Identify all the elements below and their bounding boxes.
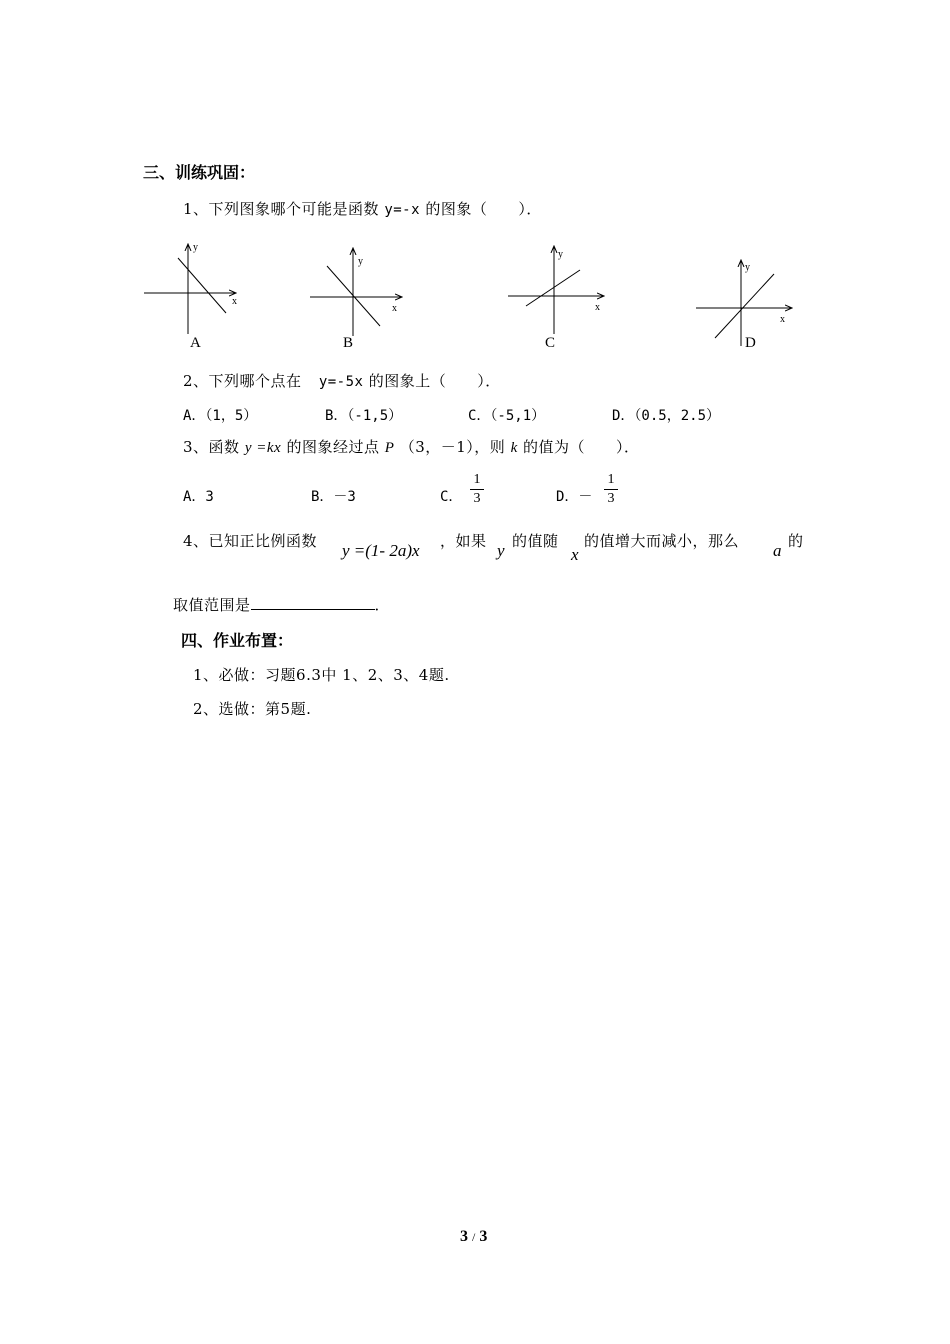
page-number	[460, 1228, 487, 1246]
q2-suffix: 的图象上（ ）．	[368, 372, 501, 390]
q1-graphs	[140, 238, 820, 358]
q1-suffix: 的图象（ ）．	[425, 200, 542, 218]
q4-comma: ，如果	[440, 532, 487, 550]
q3-k-var: k	[510, 440, 518, 456]
q1-prefix: 1、下列图象哪个可能是函数	[183, 200, 380, 218]
q3-suffix: 的值为（ ）．	[523, 438, 640, 456]
q4-answer-blank	[251, 595, 375, 610]
q4-line-2	[173, 594, 390, 615]
q3-c-numerator: 1	[473, 472, 481, 487]
graph-a-y-label: y	[193, 242, 198, 253]
graph-a-x-label: x	[232, 296, 237, 307]
graph-d-y-label: y	[745, 262, 750, 273]
graph-c	[508, 246, 604, 334]
q3-option-b: B．－3	[311, 489, 356, 505]
q4-mid2: 的值增大而减小，那么	[584, 532, 740, 550]
graph-c-y-label: y	[558, 249, 563, 260]
graph-d-label: D	[745, 335, 756, 351]
graph-b-label: B	[343, 335, 354, 351]
section-4-heading: 四、作业布置：	[181, 631, 294, 650]
q3-mid: 的图象经过点	[286, 438, 380, 456]
homework-item-1: 1、必做：习题6.3中 1、2、3、4题.	[193, 666, 450, 684]
q4-line2-end: ．	[374, 596, 391, 614]
question-3	[183, 436, 640, 457]
q4-end: 的	[788, 532, 804, 550]
graph-c-line	[526, 270, 580, 306]
q2-option-c: C．（-5,1）	[468, 408, 546, 424]
q3-option-c-fraction	[470, 472, 484, 507]
q3-option-c-label: C．	[440, 489, 463, 505]
q4-line2-text: 取值范围是	[173, 596, 251, 614]
q3-option-d-fraction	[604, 472, 618, 507]
q3-d-fraction-bar	[604, 489, 618, 490]
page-current: 3	[460, 1228, 468, 1245]
homework-item-2: 2、选做：第5题.	[193, 700, 312, 718]
graph-d	[696, 260, 792, 346]
graph-b	[310, 248, 402, 336]
graph-b-y-label: y	[358, 256, 363, 267]
page-separator: /	[472, 1230, 476, 1244]
page-total: 3	[479, 1228, 488, 1245]
graph-a-label: A	[190, 335, 201, 351]
q3-function: y =kx	[244, 440, 282, 456]
section-3-heading: 三、训练巩固：	[143, 163, 256, 182]
q4-y-var: y	[497, 541, 505, 560]
q2-option-d: D．（0.5，2.5）	[612, 408, 721, 424]
q3-c-denominator: 3	[473, 491, 481, 506]
q2-function: y=-5x	[318, 374, 364, 390]
graph-d-line	[715, 274, 774, 338]
graph-c-x-label: x	[595, 302, 600, 313]
q3-d-denominator: 3	[607, 491, 615, 506]
q3-d-numerator: 1	[607, 472, 615, 487]
graph-b-x-label: x	[392, 303, 397, 314]
q3-point: （3，－1），则	[399, 438, 506, 456]
q3-option-a: A．3	[183, 489, 214, 505]
q2-option-a: A．（1，5）	[183, 408, 258, 424]
q4-x-var: x	[571, 545, 579, 564]
q3-c-fraction-bar	[470, 489, 484, 490]
graph-a-line	[178, 258, 226, 313]
graph-c-label: C	[545, 335, 556, 351]
q4-mid1: 的值随	[512, 532, 559, 550]
q2-prefix: 2、下列哪个点在	[183, 372, 302, 390]
q3-prefix: 3、函数	[183, 438, 240, 456]
q4-a-var: a	[773, 541, 782, 560]
q2-option-b: B．（-1,5）	[325, 408, 403, 424]
graph-d-x-label: x	[780, 314, 785, 325]
q3-point-var: P	[384, 440, 395, 456]
q3-option-d-label: D．－	[556, 489, 593, 505]
q4-function: y =(1- 2a)x	[342, 541, 420, 560]
question-2	[183, 370, 501, 391]
q1-function: y=-x	[384, 202, 421, 218]
question-1	[183, 198, 542, 219]
graph-a	[144, 244, 236, 334]
q4-prefix: 4、已知正比例函数	[183, 532, 318, 550]
